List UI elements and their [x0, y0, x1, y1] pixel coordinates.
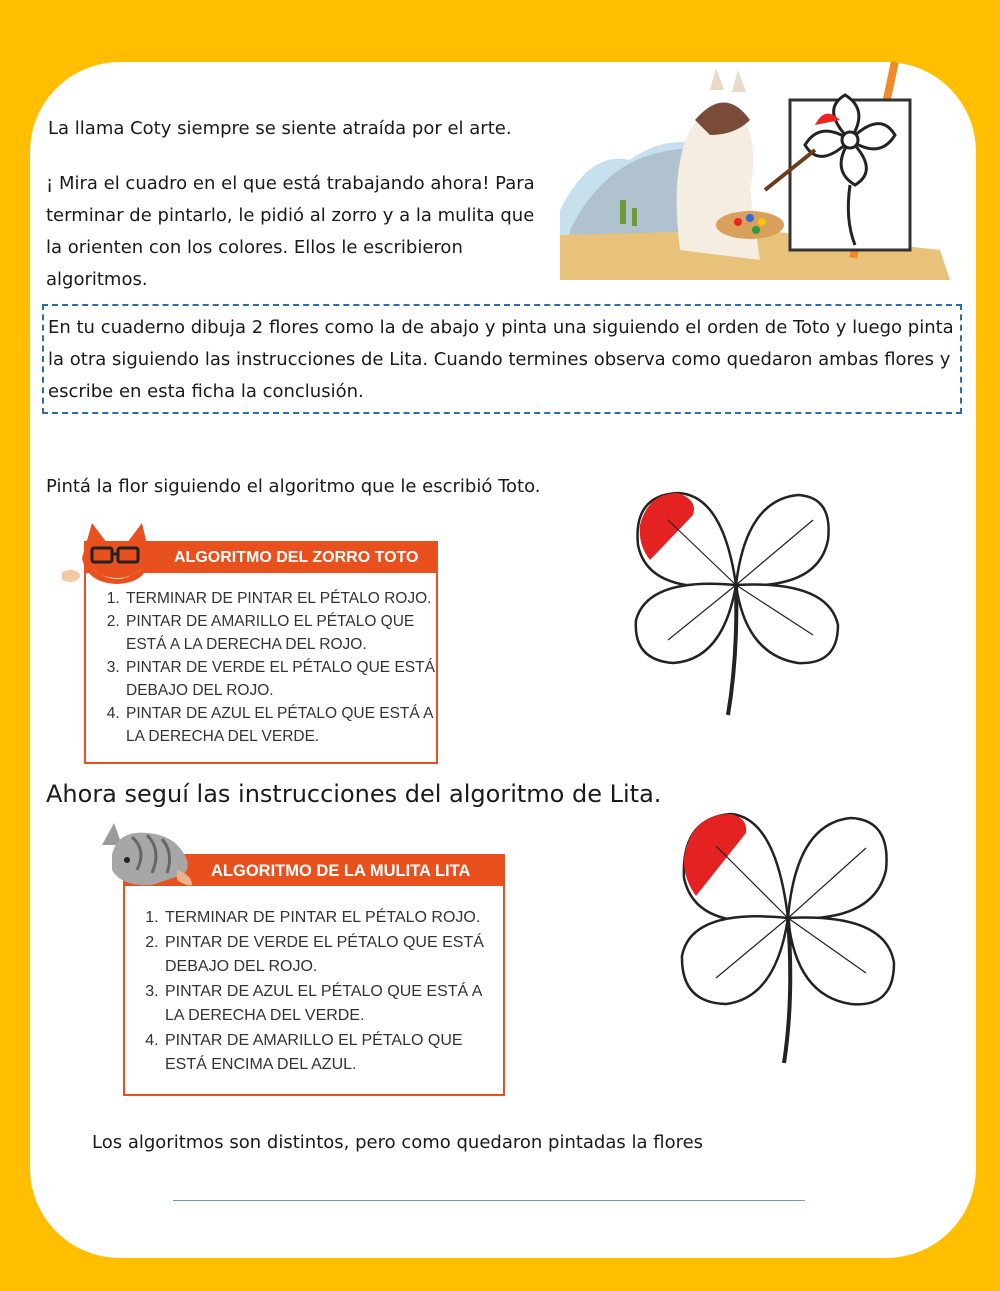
- toto-step-2: 2. PINTAR DE AMARILLO EL PÉTALO QUE ESTÁ A LA DERECHA DEL ROJO.: [124, 610, 436, 656]
- toto-step-1: 1. TERMINAR DE PINTAR EL PÉTALO ROJO.: [124, 587, 436, 610]
- fox-icon: [62, 518, 162, 588]
- section2-heading: Ahora seguí las instrucciones del algoritmo de Lita.: [46, 780, 662, 808]
- section1-heading: Pintá la flor siguiendo el algoritmo que le escribió Toto.: [46, 476, 541, 497]
- toto-step-4: 4. PINTAR DE AZUL EL PÉTALO QUE ESTÁ A LA DERECHA DEL VERDE.: [124, 702, 436, 748]
- llama-painting-illustration: [560, 60, 970, 280]
- toto-algorithm-title: ALGORITMO DEL ZORRO TOTO: [86, 543, 436, 573]
- lita-algorithm-title: ALGORITMO DE LA MULITA LITA: [125, 856, 503, 886]
- armadillo-icon: [92, 815, 197, 895]
- conclusion-prompt: Los algoritmos son distintos, pero como quedaron pintadas la flores: [92, 1132, 704, 1153]
- answer-input-line[interactable]: [173, 1200, 805, 1201]
- lita-step-3: 3. PINTAR DE AZUL EL PÉTALO QUE ESTÁ A LA DERECHA DEL VERDE.: [163, 980, 503, 1029]
- flower-toto: [628, 485, 848, 720]
- intro-paragraph: ¡ Mira el cuadro en el que está trabajando ahora! Para terminar de pintarlo, le pidió al zorro y a la mulita que la orienten con los colores. Ellos le escribieron algoritmos.: [46, 173, 535, 290]
- toto-step-3: 3. PINTAR DE VERDE EL PÉTALO QUE ESTÁ DEBAJO DEL ROJO.: [124, 656, 436, 702]
- intro-line-1: La llama Coty siempre se siente atraída por el arte.: [48, 118, 512, 139]
- toto-steps-list: [86, 587, 436, 748]
- instruction-box: En tu cuaderno dibuja 2 flores como la de abajo y pinta una siguiendo el orden de Toto y luego pinta la otra siguiendo las instrucciones de Lita. Cuando termines observa como quedaron ambas flores y escribe en esta ficha la conclusión.: [42, 304, 962, 414]
- lita-step-4: 4. PINTAR DE AMARILLO EL PÉTALO QUE ESTÁ ENCIMA DEL AZUL.: [163, 1029, 503, 1078]
- lita-step-2: 2. PINTAR DE VERDE EL PÉTALO QUE ESTÁ DEBAJO DEL ROJO.: [163, 931, 503, 980]
- flower-lita: [676, 808, 901, 1068]
- lita-step-1: 1. TERMINAR DE PINTAR EL PÉTALO ROJO.: [163, 906, 503, 931]
- lita-steps-list: [125, 906, 503, 1078]
